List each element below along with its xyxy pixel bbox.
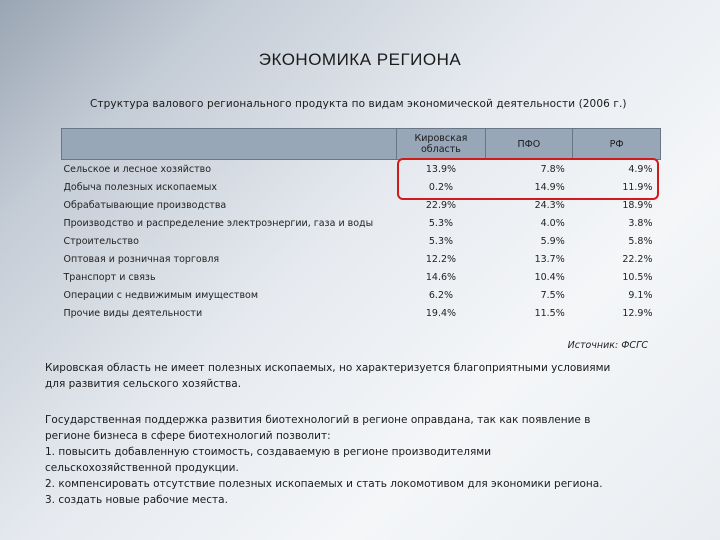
row-label: Строительство	[63, 235, 139, 247]
row-label: Прочие виды деятельности	[63, 307, 203, 319]
cell-kirov: 19.4%	[425, 307, 457, 319]
row-label: Оптовая и розничная торговля	[63, 253, 220, 265]
cell-kirov: 12.2%	[425, 253, 457, 265]
header-pfo-label: ПФО	[517, 138, 541, 150]
cell-pfo: 14.9%	[534, 181, 565, 193]
table-row	[62, 214, 661, 232]
header-kirov-label: Кировская область	[414, 133, 468, 155]
source-note: Источник: ФСГС	[567, 340, 648, 351]
cell-kirov: 5.3%	[428, 217, 454, 229]
row-label: Добыча полезных ископаемых	[63, 181, 218, 193]
cell-rf: 22.2%	[622, 253, 653, 265]
table-row	[62, 250, 661, 268]
paragraph-line: регионе бизнеса в сфере биотехнологий позволит:	[45, 430, 331, 442]
row-label: Сельское и лесное хозяйство	[63, 163, 212, 175]
cell-pfo: 5.9%	[540, 235, 565, 247]
table-header-corner	[62, 129, 397, 160]
cell-rf: 11.9%	[622, 181, 653, 193]
cell-rf: 3.8%	[628, 217, 653, 229]
cell-rf: 5.8%	[628, 235, 653, 247]
paragraph-line: 1. повысить добавленную стоимость, создаваемую в регионе производителями	[45, 446, 492, 458]
paragraph-biotech	[45, 412, 675, 508]
paragraph-line: 2. компенсировать отсутствие полезных ископаемых и стать локомотивом для экономики региона.	[45, 478, 603, 490]
cell-pfo: 10.4%	[534, 271, 565, 283]
paragraph-line: Кировская область не имеет полезных ископаемых, но характеризуется благоприятными условиями	[45, 362, 611, 374]
cell-kirov: 5.3%	[428, 235, 454, 247]
cell-pfo: 24.3%	[534, 199, 565, 211]
cell-kirov: 0.2%	[428, 181, 454, 193]
cell-kirov: 14.6%	[425, 271, 457, 283]
table-header-row	[62, 129, 661, 160]
cell-rf: 18.9%	[622, 199, 653, 211]
table-row	[62, 232, 661, 250]
cell-rf: 4.9%	[628, 163, 653, 175]
cell-pfo: 7.8%	[540, 163, 565, 175]
cell-kirov: 22.9%	[425, 199, 457, 211]
row-label: Операции с недвижимым имуществом	[63, 289, 259, 301]
paragraph-resources	[45, 360, 675, 392]
table-row	[62, 268, 661, 286]
paragraph-line: сельскохозяйственной продукции.	[45, 462, 239, 474]
table-row	[62, 304, 661, 322]
cell-rf: 10.5%	[622, 271, 653, 283]
cell-pfo: 4.0%	[540, 217, 565, 229]
cell-pfo: 11.5%	[534, 307, 565, 319]
paragraph-line: 3. создать новые рабочие места.	[45, 494, 228, 506]
table-row	[62, 286, 661, 304]
highlight-frame	[397, 158, 659, 200]
cell-rf: 9.1%	[628, 289, 653, 301]
paragraph-line: для развития сельского хозяйства.	[45, 378, 242, 390]
cell-kirov: 6.2%	[428, 289, 454, 301]
row-label: Обрабатывающие производства	[63, 199, 227, 211]
cell-pfo: 7.5%	[540, 289, 565, 301]
row-label: Транспорт и связь	[63, 271, 156, 283]
header-rf-label: РФ	[609, 138, 624, 150]
cell-pfo: 13.7%	[534, 253, 565, 265]
slide-title: ЭКОНОМИКА РЕГИОНА	[258, 50, 462, 69]
paragraph-line: Государственная поддержка развития биотехнологий в регионе оправдана, так как появление в	[45, 414, 591, 426]
header-pfo	[485, 129, 573, 160]
cell-rf: 12.9%	[622, 307, 653, 319]
row-label: Производство и распределение электроэнергии, газа и воды	[63, 217, 374, 229]
table-caption: Структура валового регионального продукта по видам экономической деятельности (2006 г.)	[90, 98, 627, 110]
cell-kirov: 13.9%	[425, 163, 457, 175]
header-kirov	[397, 129, 485, 160]
header-rf	[573, 129, 661, 160]
